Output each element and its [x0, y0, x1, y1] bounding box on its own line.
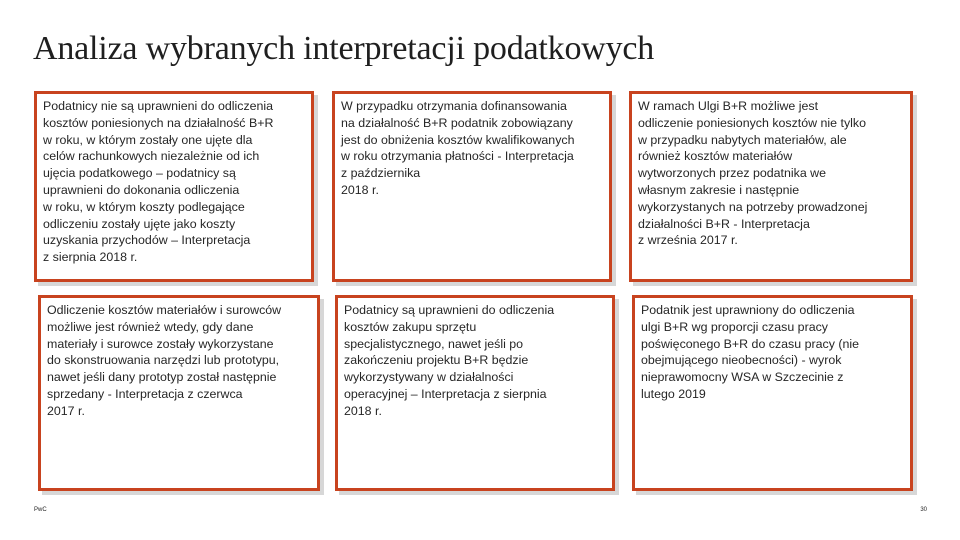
card-text: Odliczenie kosztów materiałów i surowców możliwe jest również wtedy, gdy dane materiały i surowce zostały wykorzystane do skonstruowania narzędzi lub prototypu, nawet jeśli dany prototyp został następnie sprzedany - Interpretacja z czerwca 2017 r. [47, 303, 282, 418]
interpretation-card [332, 91, 612, 282]
card-text: Podatnicy są uprawnieni do odliczenia kosztów zakupu sprzętu specjalistycznego, nawet jeśli po zakończeniu projektu B+R będzie wykorzystywany w działalności operacyjnej – Interpretacja z sierpnia 2018 r. [344, 303, 555, 418]
footer-brand: PwC [34, 507, 47, 513]
page-number: 30 [920, 507, 927, 513]
interpretation-card [34, 91, 314, 282]
interpretation-card [335, 295, 615, 491]
card-text: Podatnicy nie są uprawnieni do odliczenia kosztów poniesionych na działalność B+R w roku, w którym zostały one ujęte dla celów rachunkowych niezależnie od ich ujęcia podatkowego – podatnicy są uprawnieni do dokonania odliczenia w roku, w którym koszty podlegające odliczeniu zostały ujęte jako koszty uzyskania przychodów – Interpretacja z sierpnia 2018 r. [43, 99, 274, 265]
interpretation-card [629, 91, 913, 282]
card-text: W ramach Ulgi B+R możliwe jest odliczenie poniesionych kosztów nie tylko w przypadku nabytych materiałów, ale również kosztów materiałów wytworzonych przez podatnika we własnym zakresie i następnie wykorzystanych na potrzeby prowadzonej działalności B+R - Interpretacja z września 2017 r. [638, 99, 868, 248]
card-text: Podatnik jest uprawniony do odliczenia ulgi B+R wg proporcji czasu pracy poświęconego B+R do czasu pracy (nie obejmującego nieobecności) - wyrok nieprawomocny WSA w Szczecinie z lutego 2019 [641, 303, 859, 401]
card-text: W przypadku otrzymania dofinansowania na działalność B+R podatnik zobowiązany jest do obniżenia kosztów kwalifikowanych w roku otrzymania płatności - Interpretacja z października 2018 r. [341, 99, 575, 197]
slide-title: Analiza wybranych interpretacji podatkowych [33, 30, 655, 67]
interpretation-card [38, 295, 320, 491]
interpretation-card [632, 295, 913, 491]
